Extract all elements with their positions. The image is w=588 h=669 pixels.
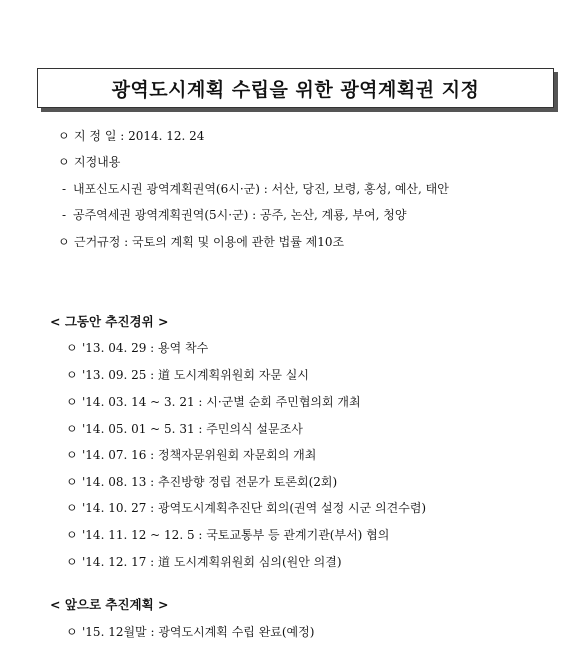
sub-item-naepo bbox=[62, 181, 449, 197]
plan-item bbox=[66, 624, 314, 640]
bullet-marker: ㅇ bbox=[66, 395, 78, 409]
designation-contents-line bbox=[58, 154, 120, 170]
history-item bbox=[66, 527, 389, 543]
document-title: 광역도시계획 수립을 위한 광역계획권 지정 bbox=[111, 78, 480, 101]
history-item bbox=[66, 367, 309, 383]
bullet-marker: ㅇ bbox=[66, 501, 78, 515]
history-item-text: '14. 08. 13 : 추진방향 정립 전문가 토론회(2회) bbox=[82, 475, 338, 489]
history-item bbox=[66, 554, 342, 570]
bullet-marker: ㅇ bbox=[58, 155, 70, 169]
bullet-marker: ㅇ bbox=[58, 129, 70, 143]
history-item-text: '14. 07. 16 : 정책자문위원회 자문회의 개최 bbox=[82, 448, 317, 462]
bullet-marker: ㅇ bbox=[66, 422, 78, 436]
history-item bbox=[66, 500, 426, 516]
document-title-box bbox=[37, 68, 554, 108]
history-item-text: '14. 05. 01 ~ 5. 31 : 주민의식 설문조사 bbox=[82, 422, 303, 436]
dash-marker: - bbox=[62, 208, 67, 222]
bullet-marker: ㅇ bbox=[66, 448, 78, 462]
history-item-text: '13. 09. 25 : 道 도시계획위원회 자문 실시 bbox=[82, 368, 309, 382]
sub-item-gongju bbox=[62, 207, 406, 223]
history-item bbox=[66, 394, 361, 410]
bullet-marker: ㅇ bbox=[66, 341, 78, 355]
history-heading: < 그동안 추진경위 > bbox=[50, 314, 169, 329]
legal-basis: 근거규정 : 국토의 계획 및 이용에 관한 법률 제10조 bbox=[74, 235, 345, 249]
bullet-marker: ㅇ bbox=[66, 625, 78, 639]
history-item-text: '14. 12. 17 : 道 도시계획위원회 심의(원안 의결) bbox=[82, 555, 342, 569]
bullet-marker: ㅇ bbox=[66, 528, 78, 542]
plan-heading: < 앞으로 추진계획 > bbox=[50, 597, 169, 612]
sub-item-text: 공주역세권 광역계획권역(5시·군) : 공주, 논산, 계룡, 부여, 청양 bbox=[73, 208, 407, 222]
dash-marker: - bbox=[62, 182, 67, 196]
history-item bbox=[66, 474, 337, 490]
history-item-text: '14. 10. 27 : 광역도시계획추진단 회의(권역 설정 시군 의견수렴) bbox=[82, 501, 427, 515]
designation-date-line bbox=[58, 128, 204, 144]
designation-date: 지 정 일 : 2014. 12. 24 bbox=[74, 129, 205, 143]
history-item-text: '14. 03. 14 ~ 3. 21 : 시·군별 순회 주민협의회 개최 bbox=[82, 395, 361, 409]
history-item-text: '14. 11. 12 ~ 12. 5 : 국토교통부 등 관계기관(부서) 협의 bbox=[82, 528, 390, 542]
bullet-marker: ㅇ bbox=[58, 235, 70, 249]
plan-item-text: '15. 12월말 : 광역도시계획 수립 완료(예정) bbox=[82, 625, 315, 639]
legal-basis-line bbox=[58, 234, 344, 250]
bullet-marker: ㅇ bbox=[66, 475, 78, 489]
designation-contents-label: 지정내용 bbox=[74, 155, 121, 169]
history-item-text: '13. 04. 29 : 용역 착수 bbox=[82, 341, 209, 355]
bullet-marker: ㅇ bbox=[66, 368, 78, 382]
history-item bbox=[66, 447, 316, 463]
history-item bbox=[66, 340, 208, 356]
sub-item-text: 내포신도시권 광역계획권역(6시·군) : 서산, 당진, 보령, 홍성, 예산, 태안 bbox=[73, 182, 449, 196]
bullet-marker: ㅇ bbox=[66, 555, 78, 569]
history-item bbox=[66, 421, 303, 437]
